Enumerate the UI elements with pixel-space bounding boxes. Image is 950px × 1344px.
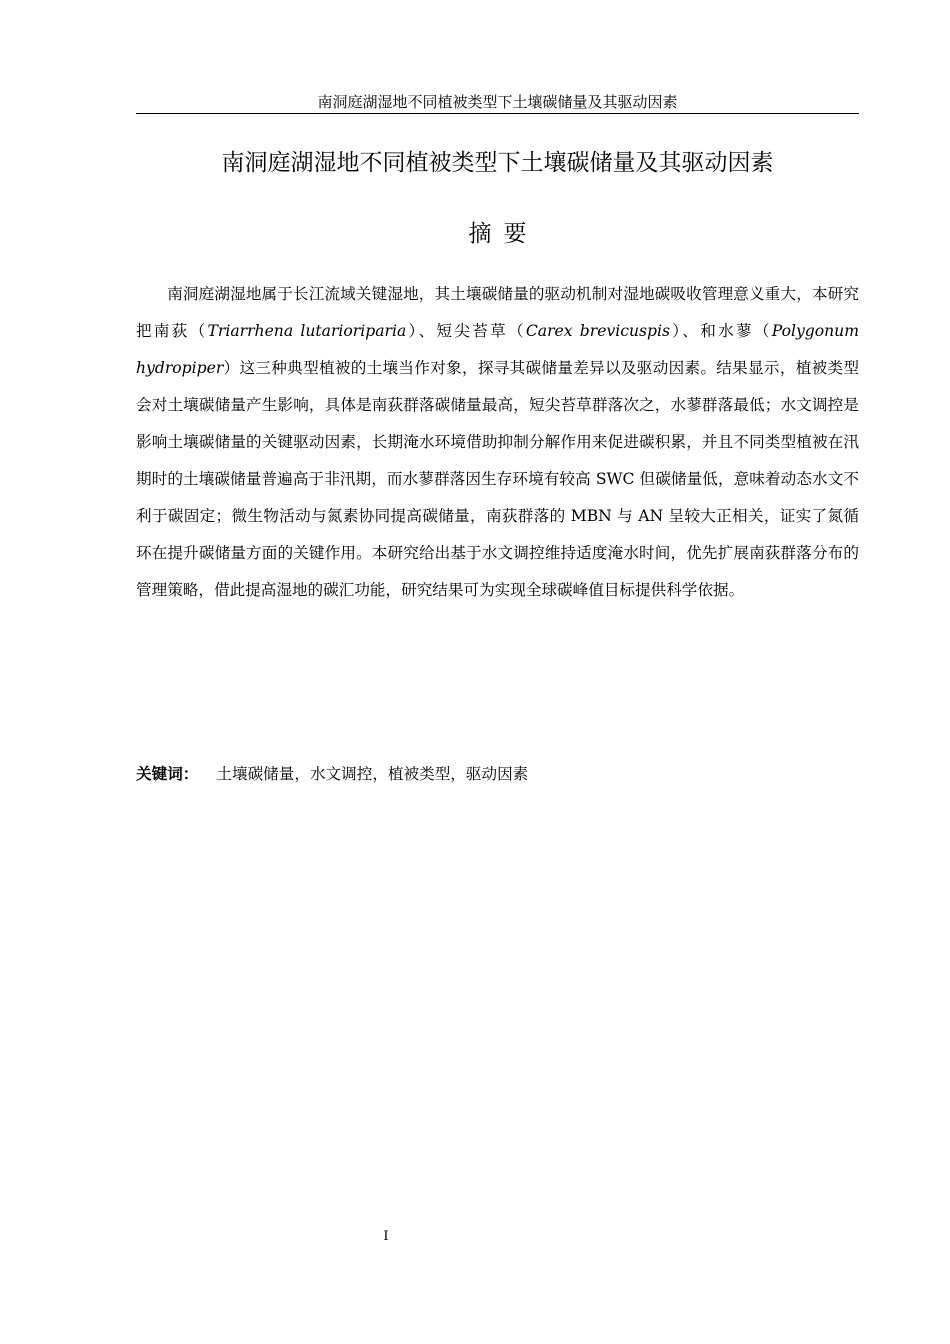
species-name-polygonum: Polygonum hydropiper — [136, 322, 859, 377]
abstract-text-2: ）、短尖苔草（ — [406, 322, 526, 340]
page-title: 南洞庭湖湿地不同植被类型下土壤碳储量及其驱动因素 — [221, 150, 774, 176]
abstract-text-4: ）这三种典型植被的土壤当作对象，探寻其碳储量差异以及驱动因素。结果显示，植被类型会对土壤碳储量产生影响，具体是南荻群落碳储量最高，短尖苔草群落次之，水蓼群落最低；水文调控是影响土壤碳储量的关键驱动因素，长期淹水环境借助抑制分解作用来促进碳积累，并且不同类型植被在汛期时的土壤碳储量普遍高于非汛期，而水蓼群落因生存环境有较高 SWC 但碳储量低，意味着动态水文不利于碳固定；微生物活动与氮素协同提高碳储量，南荻群落的 MBN 与 AN 呈较大正相关，证实了氮循环在提升碳储量方面的关键作用。本研究给出基于水文调控维持适度淹水时间，优先扩展南荻群落分布的管理策略，借此提高湿地的碳汇功能，研究结果可为实现全球碳峰值目标提供科学依据。 — [136, 359, 859, 599]
abstract-text-1: 南洞庭湖湿地属于长江流域关键湿地，其土壤碳储量的驱动机制对湿地碳吸收管理意义重大，本研究把南荻（ — [136, 285, 859, 340]
abstract-heading: 摘要 — [468, 221, 539, 247]
abstract-text-3: ）、和水蓼（ — [670, 322, 772, 340]
keywords-value: 土壤碳储量，水文调控，植被类型，驱动因素 — [216, 765, 529, 783]
abstract-paragraph — [136, 276, 859, 609]
species-name-carex: Carex brevicuspis — [525, 322, 670, 340]
species-name-triarrhena: Triarrhena lutarioriparia — [207, 322, 407, 340]
running-header-title: 南洞庭湖湿地不同植被类型下土壤碳储量及其驱动因素 — [317, 93, 678, 111]
running-header — [136, 92, 859, 114]
keywords-label: 关键词： — [136, 765, 199, 783]
page-number: I — [383, 1229, 389, 1244]
keywords-line — [136, 760, 859, 788]
